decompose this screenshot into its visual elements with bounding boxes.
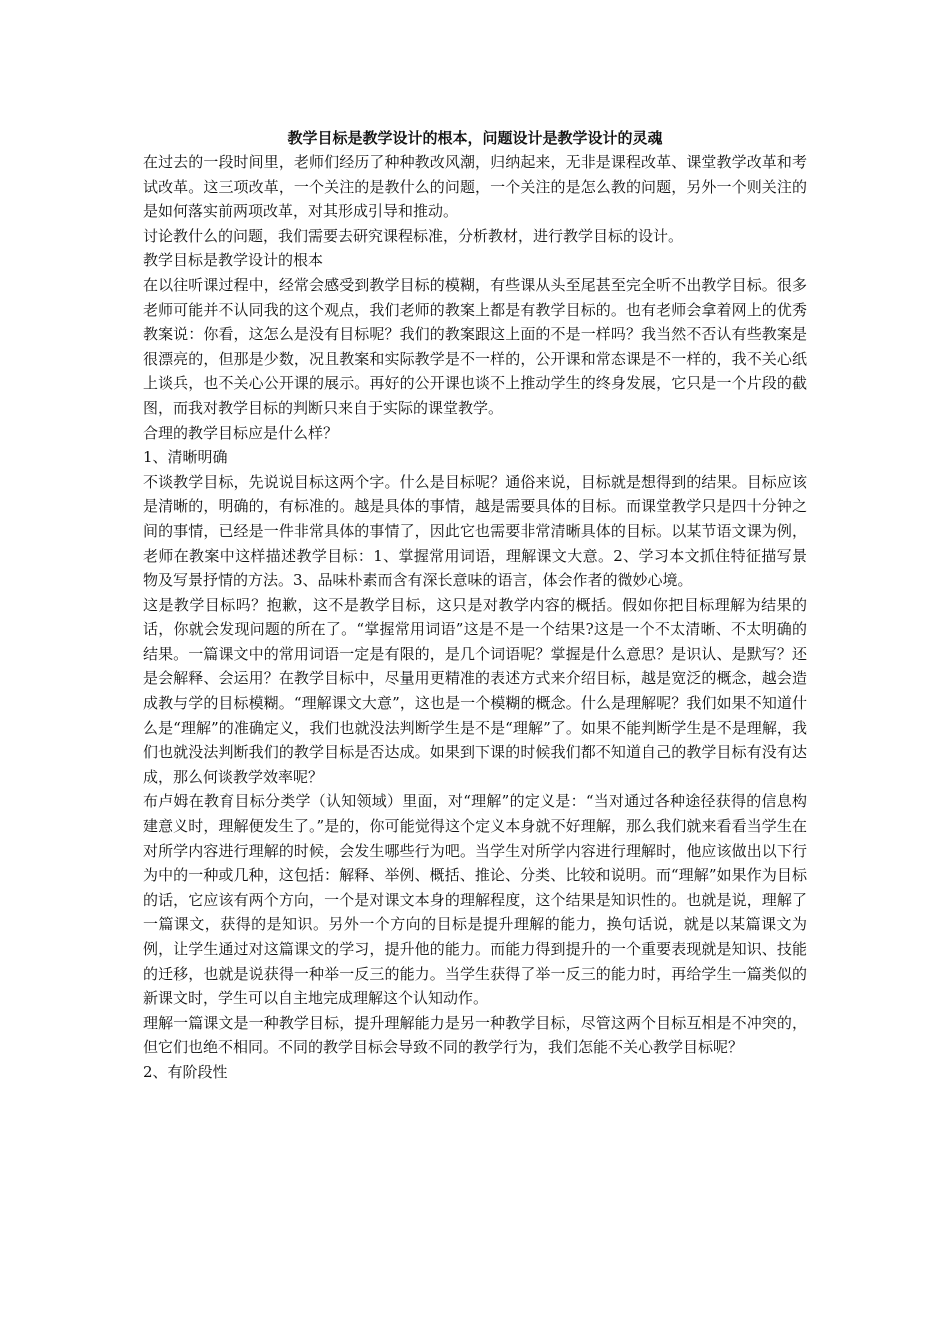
section-heading-objectives: 教学目标是教学设计的根本 bbox=[143, 251, 324, 270]
document-body bbox=[143, 128, 807, 1085]
paragraph-observation: 在以往听课过程中，经常会感受到教学目标的模糊，有些课从头至尾甚至完全听不出教学目标。很多老师可能并不认同我的这个观点，我们老师的教案上都是有教学目标的。也有老师会拿着网上的优秀教案说：你看，这怎么是没有目标呢？我们的教案跟这上面的不是一样吗？我当然不否认有些教案是很漂亮的，但那是少数，况且教案和实际教学是不一样的，公开课和常态课是不一样的，我不关心纸上谈兵，也不关心公开课的展示。再好的公开课也谈不上推动学生的终身发展，它只是一个片段的截图，而我对教学目标的判断只来自于实际的课堂教学。 bbox=[143, 275, 807, 417]
paragraph-goal-definition: 不谈教学目标，先说说目标这两个字。什么是目标呢？通俗来说，目标就是想得到的结果。目标应该是清晰的，明确的，有标准的。越是具体的事情，越是需要具体的目标。而课堂教学只是四十分钟之间的事情，已经是一件非常具体的事情了，因此它也需要非常清晰具体的目标。以某节语文课为例，老师在教案中这样描述教学目标：1、掌握常用词语，理解课文大意。2、学习本文抓住特征描写景物及写景抒情的方法。3、品味朴素而含有深长意味的语言，体会作者的微妙心境。 bbox=[143, 472, 807, 590]
section-heading-reasonable-objectives: 合理的教学目标应是什么样？ bbox=[143, 423, 339, 442]
paragraph-bloom: 布卢姆在教育目标分类学（认知领域）里面，对“理解”的定义是：“当对通过各种途径获得的信息构建意义时，理解便发生了。”是的，你可能觉得这个定义本身就不好理解，那么我们就来看看当学生在对所学内容进行理解的时候，会发生哪些行为吧。当学生对所学内容进行理解时，他应该做出以下行为中的一种或几种，这包括：解释、举例、概括、推论、分类、比较和说明。而“理解”如果作为目标的话，它应该有两个方向，一个是对课文本身的理解程度，这个结果是知识性的。也就是说，理解了一篇课文，获得的是知识。另外一个方向的目标是提升理解的能力，换句话说，就是以某篇课文为例，让学生通过对这篇课文的学习，提升他的能力。而能力得到提升的一个重要表现就是知识、技能的迁移，也就是说获得一种举一反三的能力。当学生获得了举一反三的能力时，再给学生一篇类似的新课文时，学生可以自主地完成理解这个认知动作。 bbox=[143, 792, 807, 1008]
paragraph-intro: 在过去的一段时间里，老师们经历了种种教改风潮，归纳起来，无非是课程改革、课堂教学改革和考试改革。这三项改革，一个关注的是教什么的问题，一个关注的是怎么教的问题，另外一个则关注的是如何落实前两项改革，对其形成引导和推动。 bbox=[143, 153, 807, 221]
subheading-staged: 2、有阶段性 bbox=[143, 1062, 228, 1081]
paragraph-two-objectives: 理解一篇课文是一种教学目标，提升理解能力是另一种教学目标，尽管这两个目标互相是不冲突的，但它们也绝不相同。不同的教学目标会导致不同的教学行为，我们怎能不关心教学目标呢？ bbox=[143, 1013, 807, 1057]
paragraph-content-summary: 这是教学目标吗？抱歉，这不是教学目标，这只是对教学内容的概括。假如你把目标理解为结果的话，你就会发现问题的所在了。“掌握常用词语”这是不是一个结果?这是一个不太清晰、不太明确的结果。一篇课文中的常用词语一定是有限的，是几个词语呢？掌握是什么意思？是识认、是默写？还是会解释、会运用？在教学目标中，尽量用更精准的表述方式来介绍目标，越是宽泛的概念，越会造成教与学的目标模糊。“理解课文大意”，这也是一个模糊的概念。什么是理解呢？我们如果不知道什么是“理解”的准确定义，我们也就没法判断学生是不是“理解”了。如果不能判断学生是不是理解，我们也就没法判断我们的教学目标是否达成。如果到下课的时候我们都不知道自己的教学目标有没有达成，那么何谈教学效率呢？ bbox=[143, 595, 807, 786]
document-title: 教学目标是教学设计的根本，问题设计是教学设计的灵魂 bbox=[287, 129, 663, 147]
paragraph-what-to-teach: 讨论教什么的问题，我们需要去研究课程标准，分析教材，进行教学目标的设计。 bbox=[143, 226, 684, 245]
subheading-clear: 1、清晰明确 bbox=[143, 448, 228, 467]
